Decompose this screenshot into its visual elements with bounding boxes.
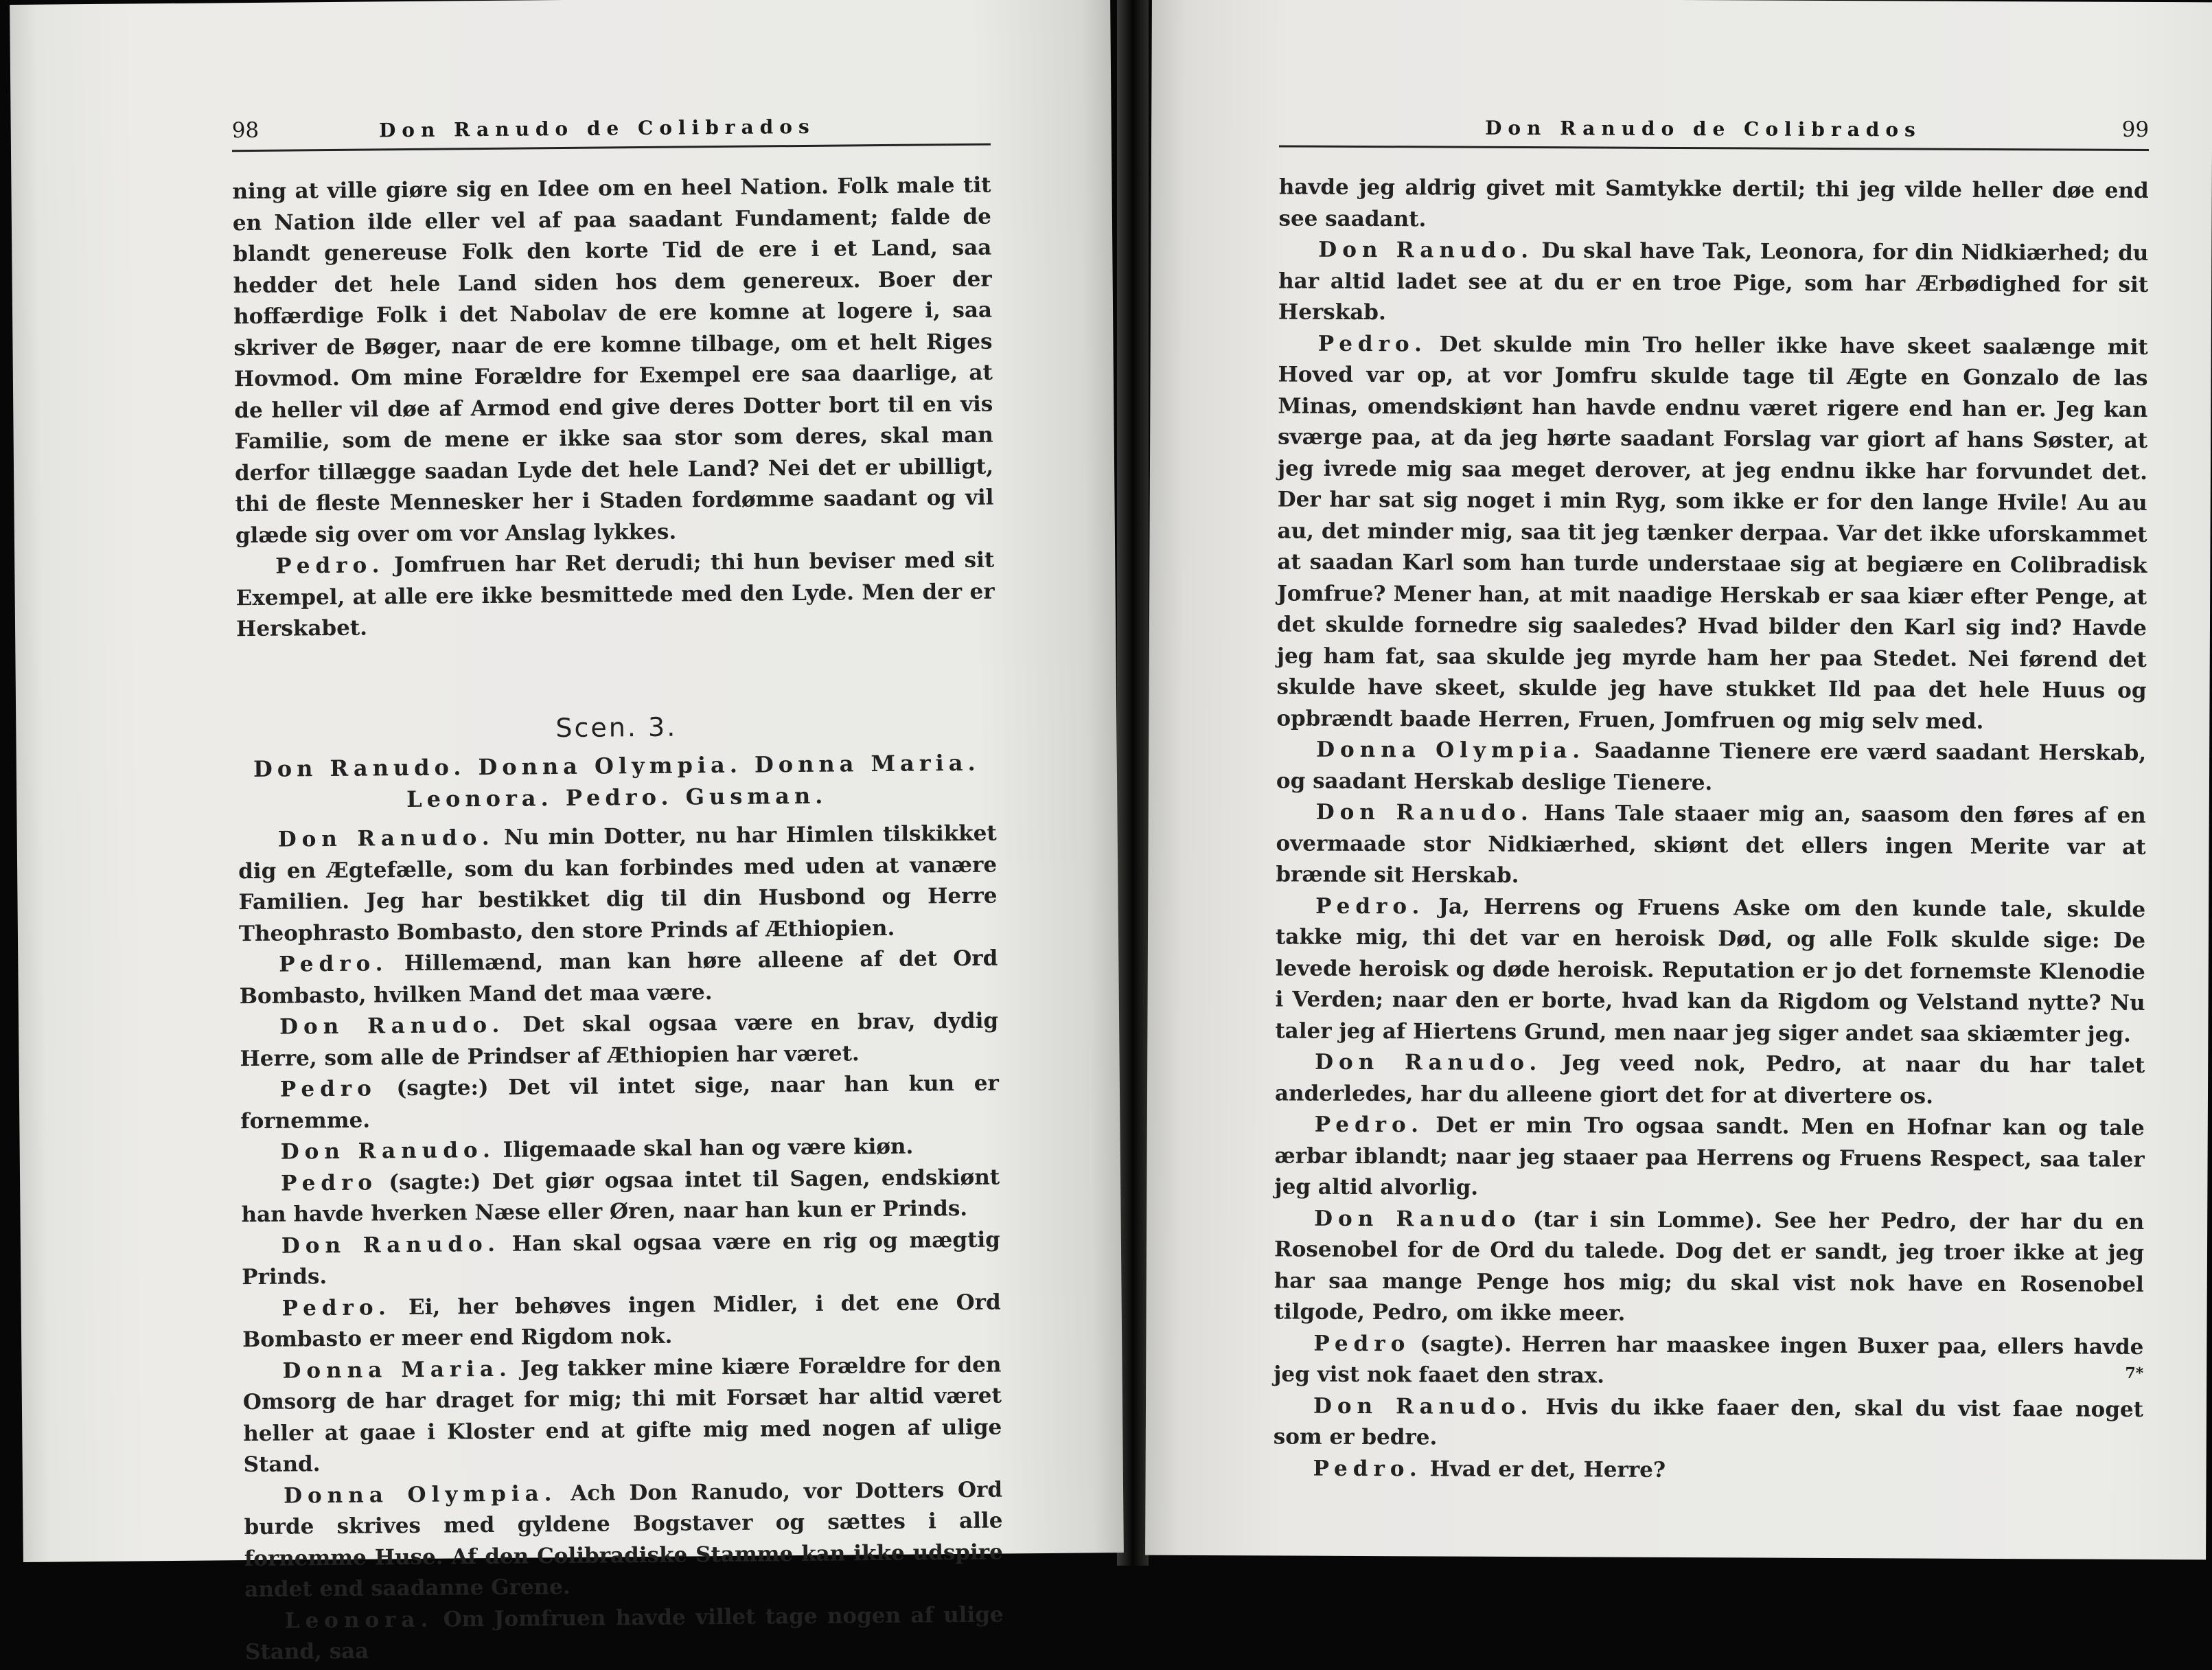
paragraph [244, 1474, 1004, 1606]
speaker-name: Don Ranudo. [1315, 1049, 1543, 1076]
left-page [10, 0, 1124, 1665]
paragraph-text: Det skal ogsaa være en brav, dydig Herre, som alle de Prindser af Æthiopien har været. [240, 1008, 999, 1071]
speaker-name: Donna Olympia. [283, 1480, 557, 1509]
running-head [232, 112, 991, 152]
paragraph [1278, 172, 2148, 238]
scene-cast-line: Leonora. Pedro. Gusman. [406, 782, 828, 813]
paragraph [241, 1162, 1000, 1231]
page-body [232, 170, 1004, 1669]
speaker-name: Pedro. [1313, 1456, 1422, 1481]
paragraph [1274, 1391, 2143, 1457]
speaker-name: Pedro. [279, 951, 389, 977]
paragraph-text: (sagte:) Det giør ogsaa intet til Sagen, endskiønt han havde hverken Næse eller Øren, naar han kun er Prinds. [241, 1165, 1000, 1228]
paragraph [242, 1349, 1002, 1481]
paragraph [1278, 234, 2149, 332]
page-number: 98 [231, 117, 260, 144]
paragraph-text: Om Jomfruen havde villet tage nogen af ulige Stand, saa [244, 1601, 1004, 1665]
paragraph-text: (sagte). Herren har maaskee ingen Buxer paa, ellers havde jeg vist nok faaet den strax. [1274, 1331, 2144, 1388]
paragraph-text: ning at ville giøre sig en Idee om en heel Nation. Folk male tit en Nation ilde eller vel af paa saadant Fundament; falde de blandt genereuse Folk den korte Tid de ere i et Land, saa hedder det hele Land siden hos dem genereux. Boer der hoffærdige Folk i det Nabolav de ere komne at logere i, saa skriver de Bøger, naar de ere komne tilbage, om et helt Riges Hovmod. Om mine Forældre for Exempel ere saa daarlige, at de heller vil døe af Armod end give deres Dotter bort til en vis Familie, som de mene er ikke saa stor som deres, skal man derfor tillægge saadan Lyde det hele Land? Nei det er ubilligt, thi de fleste Mennesker her i Staden fordømme saadant og vil glæde sig over om vor Anslag lykkes. [232, 172, 994, 548]
paragraph [1275, 891, 2145, 1051]
paragraph-text: Jeg takker mine kiære Forældre for den Omsorg de har draget for mig; thi mit Forsæt har altid været heller at gaae i Kloster end at gifte mig med nogen af ulige Stand. [242, 1352, 1002, 1478]
paragraph [240, 1006, 999, 1075]
paragraph-text: (sagte:) Det vil intet sige, naar han kun er fornemme. [240, 1071, 1000, 1134]
speaker-name: Leonora. [284, 1607, 434, 1634]
speaker-name: Pedro. [275, 553, 385, 579]
paragraph-text: Nu min Dotter, nu har Himlen tilskikket dig en Ægtefælle, som du kan forbindes med uden at vanære Familien. Jeg har bestikket dig til din Husbond og Herre Theophrasto Bombasto, den store Prinds af Æthiopien. [238, 821, 998, 946]
paragraph [1276, 328, 2148, 738]
paragraph-text: Ja, Herrens og Fruens Aske om den kunde tale, skulde takke mig, thi det var en heroisk Død, og alle Folk skulde sige: De levede heroisk og døde heroisk. Reputation er jo det fornemste Klenodie i Verden; naar den er borte, hvad kan da Rigdom og Velstand nytte? Nu taler jeg af Hiertens Grund, men naar jeg siger andet saa skiæmter jeg. [1275, 893, 2146, 1047]
speaker-name: Donna Maria. [282, 1356, 512, 1384]
paragraph [240, 1068, 1000, 1138]
paragraph-text: Jomfruen har Ret derudi; thi hun beviser med sit Exempel, at alle ere ikke besmittede med den Lyde. Men der er Herskabet. [235, 547, 995, 642]
paragraph-text: Det er min Tro ogsaa sandt. Men en Hofnar kan og tale ærbar iblandt; naar jeg staaer paa Herrens og Fruens Respect, saa taler jeg altid alvorlig. [1274, 1112, 2145, 1200]
speaker-name: Don Ranudo. [280, 1137, 496, 1165]
speaker-name: Pedro. [1314, 1112, 1425, 1138]
scene-cast [238, 747, 997, 817]
speaker-name: Pedro [279, 1076, 377, 1102]
speaker-name: Pedro. [281, 1294, 392, 1321]
paragraph [242, 1224, 1001, 1294]
running-title: Don Ranudo de Colibrados [378, 115, 816, 142]
right-page [1145, 0, 2212, 1559]
paragraph-text: Ei, her behøves ingen Midler, i det ene Ord Bombasto er meer end Rigdom nok. [242, 1290, 1001, 1353]
paragraph [1274, 1203, 2145, 1332]
paragraph [244, 1599, 1004, 1669]
paragraph [1274, 1328, 2143, 1395]
paragraph [1276, 734, 2146, 801]
paragraph [239, 943, 998, 1013]
running-title: Don Ranudo de Colibrados [1485, 116, 1922, 141]
speaker-name: Don Ranudo. [1318, 237, 1534, 264]
paragraph-text: Han skal ogsaa være en rig og mægtig Prinds. [242, 1227, 1001, 1290]
speaker-name: Pedro. [1315, 893, 1425, 919]
paragraph-text: Hvis du ikke faaer den, skal du vist faae noget som er bedre. [1273, 1394, 2144, 1450]
speaker-name: Don Ranudo. [281, 1231, 501, 1259]
speaker-name: Don Ranudo. [277, 825, 495, 852]
speaker-name: Don Ranudo. [1313, 1393, 1534, 1419]
paragraph-text: Jeg veed nok, Pedro, at naar du har talet anderledes, har du alleene giort det for at divertere os. [1274, 1051, 2145, 1109]
paragraph [238, 819, 998, 950]
paragraph-text: Det skulde min Tro heller ikke have skeet saalænge mit Hoved var op, at vor Jomfru skulde tage til Ægte en Gonzalo de las Minas, omendskiønt han havde endnu været rigere end han er. Jeg kan sværge paa, at da jeg hørte saadant Forslag var giort af hans Søster, at jeg ivrede mig saa meget derover, at jeg endnu ikke har forvundet det. Der har sat sig noget i min Ryg, som ikke er for den lange Hvile! Au au au, det minder mig, saa tit jeg tænker derpaa. Var det ikke uforskammet at saadan Karl som han turde understaae sig at begiære en Colibradisk Jomfrue? Mener han, at mit naadige Herskab er saa kiær efter Penge, at det skulde fornedre sig saaledes? Hvad bilder den Karl sig ind? Havde jeg ham fat, saa skulde jeg myrde ham her paa Stedet. Nei førend det skulde have skeet, skulde jeg have stukket Ild paa det hele Huus og opbrændt baade Herren, Fruen, Jomfruen og mig selv med. [1276, 331, 2148, 734]
paragraph [232, 170, 994, 552]
paragraph-text: Hvad er det, Herre? [1429, 1456, 1666, 1483]
paragraph-text: Hillemænd, man kan høre alleene af det Ord Bombasto, hvilken Mand det maa være. [239, 946, 998, 1009]
paragraph-text: Du skal have Tak, Leonora, for din Nidkiærhed; du har altid ladet see at du er en troe Pige, som har Ærbødighed for sit Herskab. [1278, 238, 2149, 325]
paragraph-text: Hans Tale staaer mig an, saasom den føres af en overmaade stor Nidkiærhed, skiønt det ellers ingen Merite var at brænde sit Herskab. [1276, 801, 2146, 888]
speaker-name: Pedro [280, 1169, 378, 1196]
scene-cast-line: Don Ranudo. Donna Olympia. Donna Maria. [253, 749, 980, 782]
speaker-name: Don Ranudo. [1315, 799, 1534, 826]
paragraph-text: havde jeg aldrig givet mit Samtykke dertil; thi jeg vilde heller døe end see saadant. [1278, 174, 2149, 231]
page-body [1274, 172, 2149, 1488]
signature-mark: 7* [2125, 1364, 2144, 1382]
paragraph [1275, 1046, 2145, 1113]
paragraph [235, 545, 995, 645]
speaker-name: Pedro. [1317, 331, 1427, 356]
paragraph-text: Iligemaade skal han og være kiøn. [503, 1134, 914, 1163]
paragraph-text: Saadanne Tienere ere værd saadant Herskab, og saadant Herskab deslige Tienere. [1276, 738, 2147, 795]
running-head [1279, 113, 2149, 151]
speaker-name: Don Ranudo [1314, 1206, 1521, 1232]
speaker-name: Pedro [1313, 1331, 1411, 1356]
speaker-name: Donna Olympia. [1316, 737, 1586, 764]
paragraph-text: (tar i sin Lomme). See her Pedro, der har du en Rosenobel for de Ord du talede. Dog det er sandt, jeg troer ikke at jeg har saa mange Penge hos mig; du skal vist nok have en Rosenobel tilgode, Pedro, om ikke meer. [1274, 1206, 2145, 1326]
scene-title: Scen. 3. [555, 711, 678, 743]
paragraph [1274, 1109, 2145, 1206]
paragraph [1274, 1453, 2143, 1488]
paragraph-text: Ach Don Ranudo, vor Dotters Ord burde skrives med gyldene Bogstaver og sættes i alle fornemme Huse. Af den Colibradiske Stamme kan ikke udspire andet end saadanne Grene. [244, 1477, 1004, 1603]
page-number: 99 [2121, 117, 2150, 142]
speaker-name: Don Ranudo. [279, 1012, 505, 1040]
paragraph [1276, 797, 2146, 894]
paragraph [242, 1287, 1002, 1356]
